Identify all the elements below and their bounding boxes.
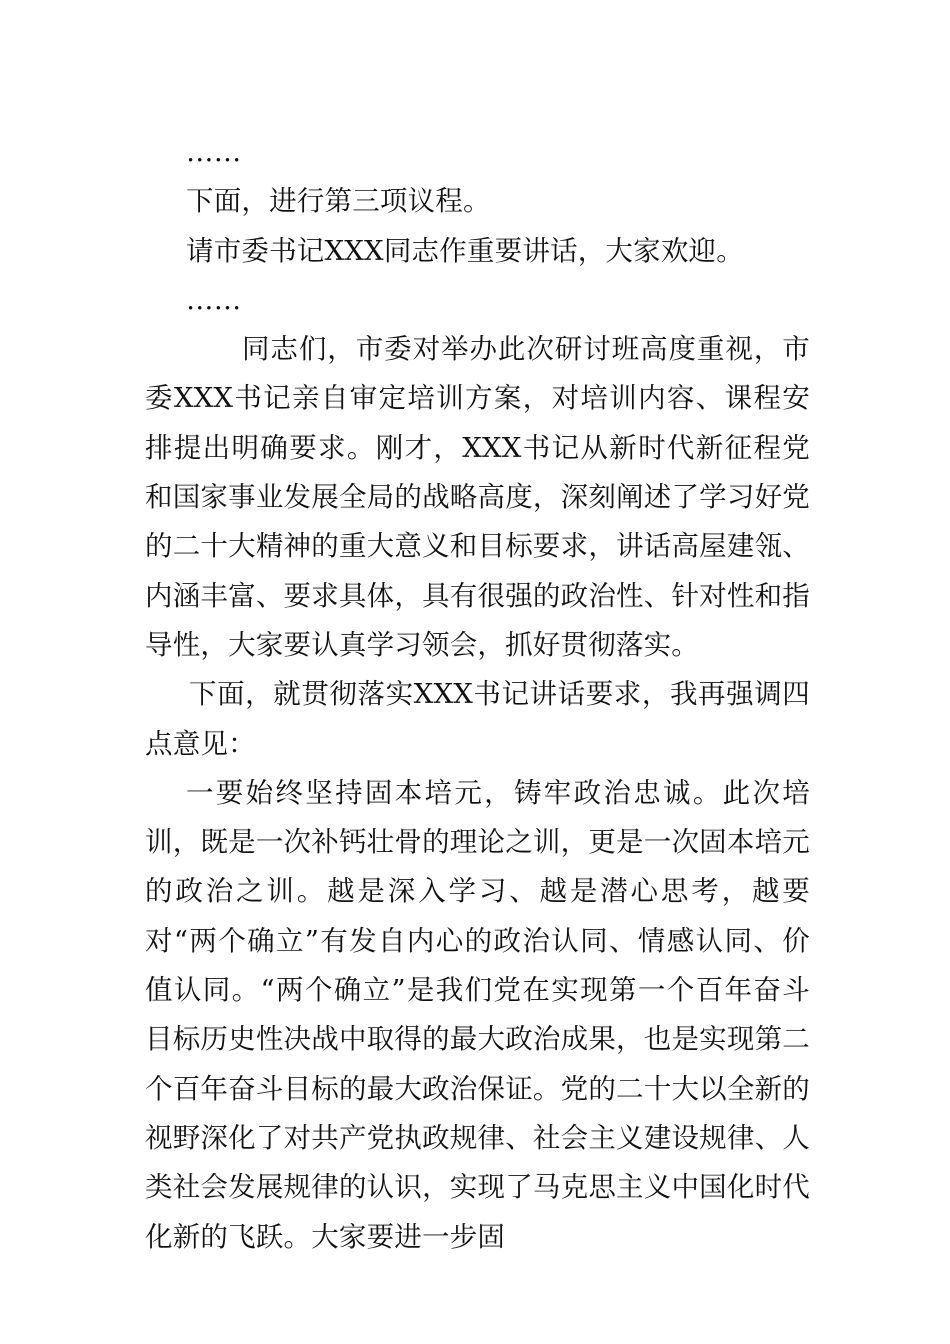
document-body	[145, 128, 810, 1262]
paragraph-agenda-three: 下面，进行第三项议程。	[186, 185, 491, 218]
paragraph-ellipsis-2: ……	[186, 283, 242, 316]
paragraph-ellipsis-1: ……	[186, 136, 242, 168]
paragraph-comrades: 同志们，市委对举办此次研讨班高度重视，市委XXX书记亲自审定培训方案，对培训内容、课程安排提出明确要求。刚才，XXX书记从新时代新征程党和国家事业发展全局的战略高度，深刻阐述了学习好党的二十大精神的重大意义和目标要求，讲话高屋建瓴、内涵丰富、要求具体，具有很强的政治性、针对性和指导性，大家要认真学习领会，抓好贯彻落实。	[145, 333, 810, 661]
paragraph-invite-speech: 请市委书记XXX同志作重要讲话，大家欢迎。	[186, 234, 744, 267]
paragraph-point-one: 一要始终坚持固本培元，铸牢政治忠诚。此次培训，既是一次补钙壮骨的理论之训，更是一次固本培元的政治之训。越是深入学习、越是潜心思考，越要对“两个确立”有发自内心的政治认同、情感认同、价值认同。“两个确立”是我们党在实现第一个百年奋斗目标历史性决战中取得的最大政治成果，也是实现第二个百年奋斗目标的最大政治保证。党的二十大以全新的视野深化了对共产党执政规律、社会主义建设规律、人类社会发展规律的认识，实现了马克思主义中国化时代化新的飞跃。大家要进一步固	[145, 776, 810, 1253]
paragraph-four-points: 下面，就贯彻落实XXX书记讲话要求，我再强调四点意见：	[145, 678, 810, 760]
